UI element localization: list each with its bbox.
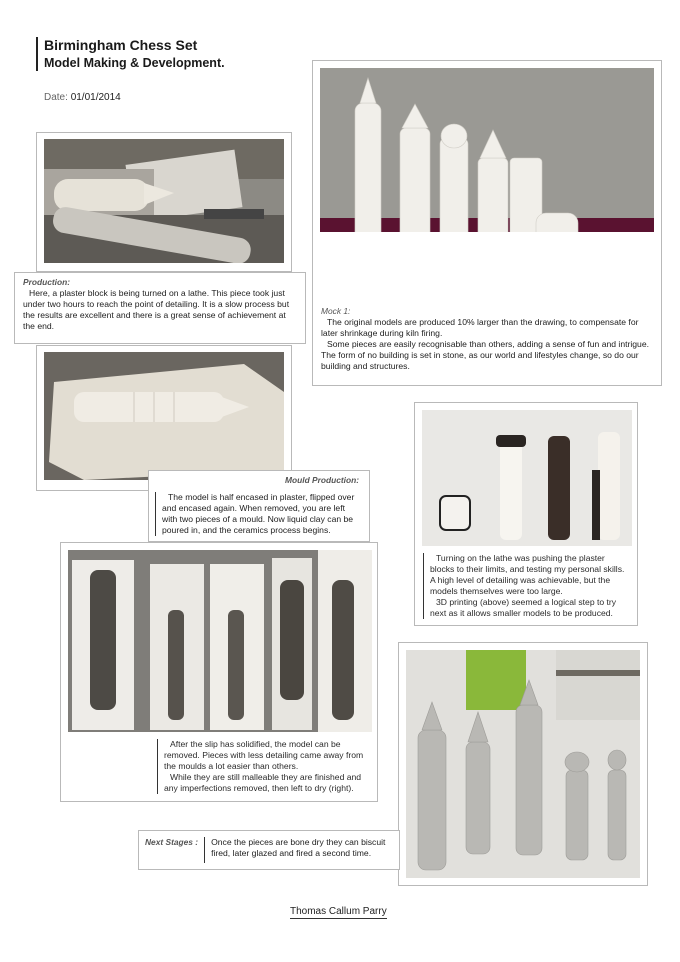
production-caption [14,272,306,344]
next-text: Once the pieces are bone dry they can biscuit fired, later glazed and fired a second time. [211,837,386,858]
lathe-photo-frame [36,132,292,272]
slip-caption [157,739,369,794]
production-label: Production: [23,277,70,287]
slip-paragraph-1: After the slip has solidified, the model can be removed. Pieces with less detailing came away from the moulds a lot easier than others. [164,739,364,771]
dried-photo [406,650,640,878]
mould-caption [148,470,370,542]
date-label: Date: [44,92,68,103]
print-photo-frame [414,402,638,626]
mock-paragraph-1: The original models are produced 10% larger than the drawing, to compensate for later shrinkage during kiln firing. [321,317,639,338]
mock-label: Mock 1: [321,306,351,316]
page-title: Birmingham Chess Set [44,37,198,53]
moulds-photo [68,550,372,732]
mock-paragraph-2: Some pieces are easily recognisable than others, adding a sense of fun and intrigue. The form of no building is set in stone, as our world and lifestyles change, so do our building and structures. [321,339,649,371]
lathe-paragraph-2: 3D printing (above) seemed a logical step to try next as it allows smaller models to be produced. [430,597,617,618]
production-text: Here, a plaster block is being turned on a lathe. This piece took just under two hours to reach the point of detailing. It is a slow process but the results are excellent and there is a great sense of achievement at the end. [23,288,290,331]
print-photo [422,410,632,546]
plaster-photo [44,352,284,480]
page-subtitle: Model Making & Development. [44,56,225,70]
date-value: 01/01/2014 [70,92,121,103]
mock-caption [312,232,662,386]
dried-photo-frame [398,642,648,886]
mould-text: The model is half encased in plaster, flipped over and encased again. When removed, you are left with two pieces of a mould. Now liquid clay can be poured in, and the ceramics process begins. [162,492,355,535]
next-label: Next Stages : [145,837,199,847]
mould-label: Mould Production: [285,475,359,485]
author-name: Thomas Callum Parry [290,906,387,917]
moulds-photo-frame [60,542,378,802]
slip-paragraph-2: While they are still malleable they are finished and any imperfections removed, then left to dry (right). [164,772,362,793]
lathe-caption [423,553,629,619]
lathe-paragraph-1: Turning on the lathe was pushing the plaster blocks to their limits, and testing my personal skills. A high level of detailing was achievable, but the models themselves were too large. [430,553,625,596]
page-header [36,37,225,71]
date-line [44,92,121,103]
next-caption [138,830,400,870]
lathe-photo [44,139,284,263]
